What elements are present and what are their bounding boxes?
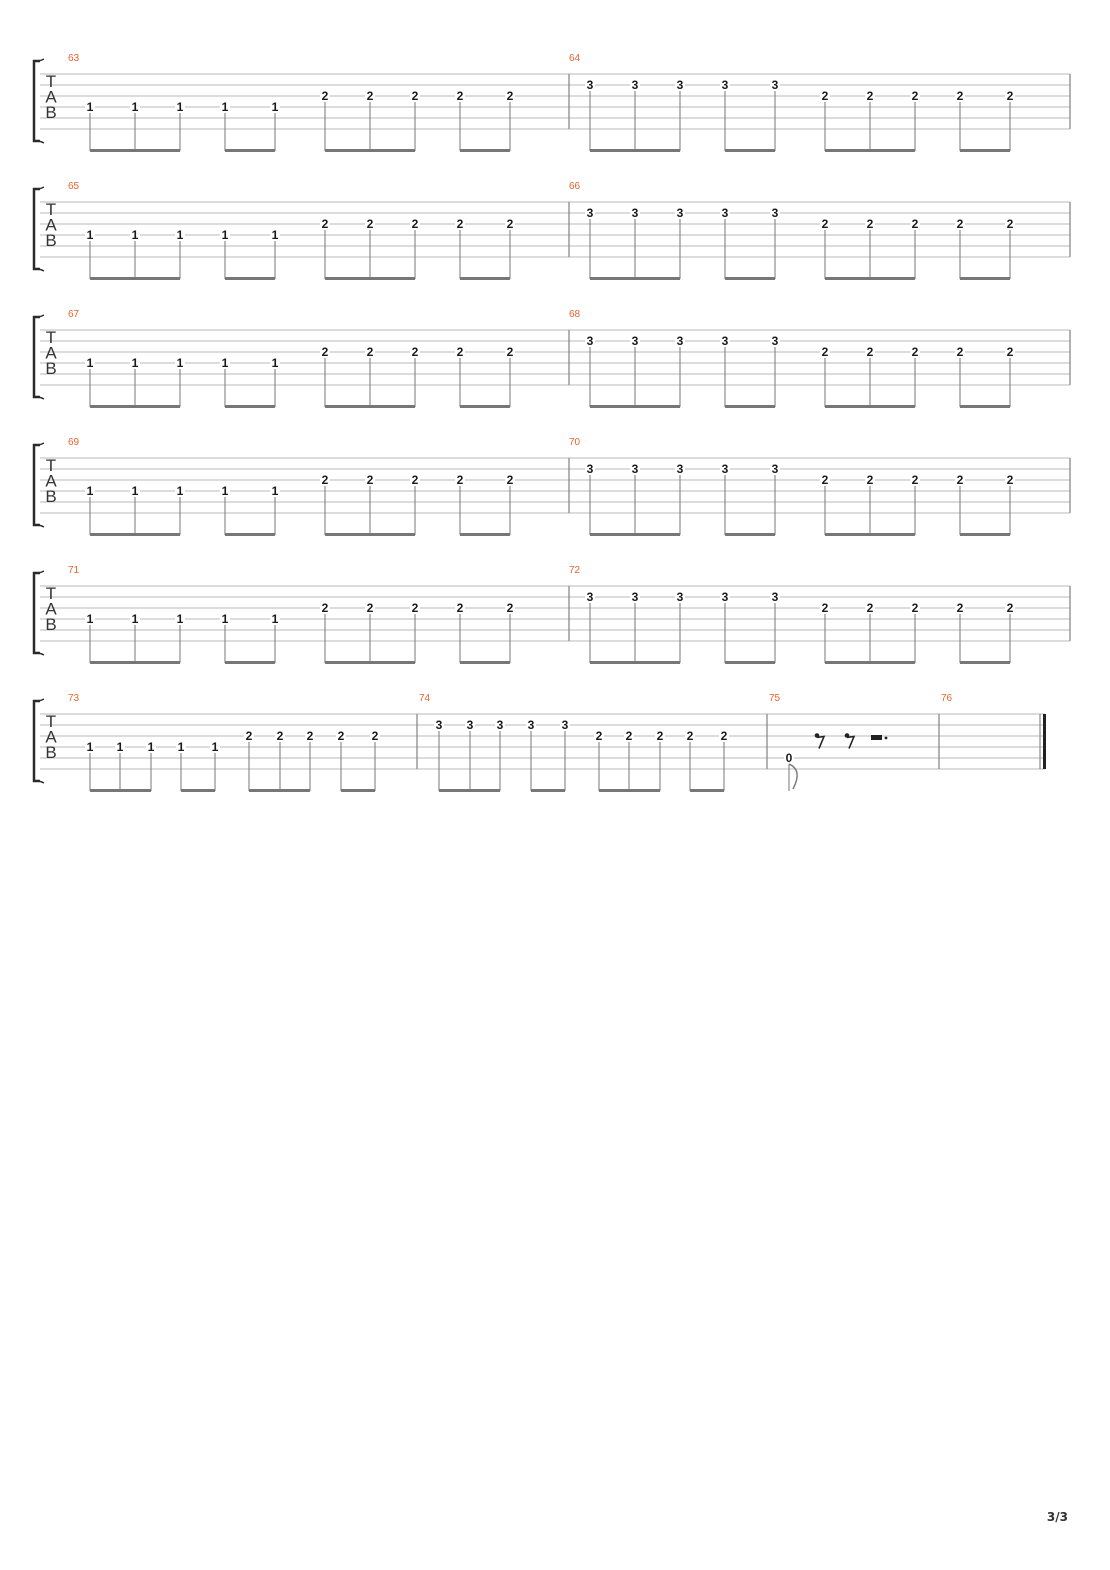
fret-number: 1 bbox=[131, 100, 139, 114]
tab-system bbox=[34, 53, 1070, 152]
fret-number: 2 bbox=[321, 89, 329, 103]
fret-number: 3 bbox=[631, 462, 639, 476]
beam bbox=[725, 661, 775, 664]
fret-number: 3 bbox=[676, 206, 684, 220]
fret-number: 3 bbox=[631, 206, 639, 220]
beam bbox=[225, 277, 275, 280]
fret-number: 1 bbox=[271, 228, 279, 242]
fret-number: 2 bbox=[911, 473, 919, 487]
fret-number: 3 bbox=[586, 590, 594, 604]
fret-number: 2 bbox=[821, 601, 829, 615]
tab-clef-letter: T bbox=[45, 456, 57, 475]
fret-number: 2 bbox=[366, 345, 374, 359]
fret-number: 2 bbox=[337, 729, 345, 743]
fret-number: 1 bbox=[211, 740, 219, 754]
measure-number: 71 bbox=[68, 565, 80, 576]
fret-number: 2 bbox=[911, 89, 919, 103]
beam bbox=[960, 277, 1010, 280]
tab-clef-letter: A bbox=[45, 215, 57, 235]
fret-number: 3 bbox=[586, 206, 594, 220]
fret-number: 3 bbox=[676, 334, 684, 348]
measure-number: 65 bbox=[68, 181, 80, 192]
beam bbox=[590, 661, 680, 664]
fret-number: 2 bbox=[306, 729, 314, 743]
tab-clef-letter: T bbox=[45, 584, 57, 603]
measure-number: 63 bbox=[68, 53, 80, 64]
beam bbox=[225, 405, 275, 408]
fret-number: 2 bbox=[956, 345, 964, 359]
fret-number: 3 bbox=[435, 718, 443, 732]
measure-number: 69 bbox=[68, 437, 80, 448]
beam bbox=[590, 533, 680, 536]
beam bbox=[725, 405, 775, 408]
measure-number: 73 bbox=[68, 693, 80, 704]
beam bbox=[460, 661, 510, 664]
fret-number: 2 bbox=[866, 473, 874, 487]
fret-number: 1 bbox=[131, 612, 139, 626]
fret-number: 3 bbox=[561, 718, 569, 732]
fret-number: 3 bbox=[771, 334, 779, 348]
fret-number: 1 bbox=[221, 356, 229, 370]
measure-number: 75 bbox=[769, 693, 781, 704]
fret-number: 2 bbox=[411, 473, 419, 487]
tab-clef-letter: A bbox=[45, 727, 57, 747]
rest-dot bbox=[885, 737, 888, 740]
fret-number: 2 bbox=[506, 473, 514, 487]
beam bbox=[225, 149, 275, 152]
tab-clef-letter: T bbox=[45, 72, 57, 91]
fret-number: 2 bbox=[1006, 89, 1014, 103]
beam bbox=[225, 661, 275, 664]
fret-number: 2 bbox=[506, 345, 514, 359]
beam bbox=[690, 789, 724, 792]
fret-number: 1 bbox=[176, 484, 184, 498]
fret-number: 2 bbox=[720, 729, 728, 743]
tab-clef-letter: T bbox=[45, 328, 57, 347]
tab-clef-letter: A bbox=[45, 87, 57, 107]
system-bracket bbox=[34, 61, 40, 141]
fret-number: 2 bbox=[506, 217, 514, 231]
fret-number: 3 bbox=[527, 718, 535, 732]
fret-number: 3 bbox=[721, 334, 729, 348]
fret-number: 3 bbox=[721, 462, 729, 476]
beam bbox=[90, 789, 151, 792]
tab-system bbox=[34, 181, 1070, 280]
fret-number: 2 bbox=[821, 345, 829, 359]
fret-number: 2 bbox=[321, 601, 329, 615]
fret-number: 3 bbox=[676, 462, 684, 476]
fret-number: 2 bbox=[911, 345, 919, 359]
fret-number: 2 bbox=[456, 345, 464, 359]
fret-number: 2 bbox=[1006, 345, 1014, 359]
fret-number: 3 bbox=[586, 78, 594, 92]
fret-number: 1 bbox=[116, 740, 124, 754]
fret-number: 1 bbox=[131, 228, 139, 242]
beam bbox=[460, 277, 510, 280]
fret-number: 3 bbox=[721, 78, 729, 92]
beam bbox=[90, 533, 180, 536]
beam bbox=[725, 149, 775, 152]
beam bbox=[325, 149, 415, 152]
fret-number: 2 bbox=[506, 89, 514, 103]
fret-number: 1 bbox=[86, 228, 94, 242]
beam bbox=[725, 533, 775, 536]
fret-number: 2 bbox=[276, 729, 284, 743]
fret-number: 2 bbox=[1006, 473, 1014, 487]
fret-number: 2 bbox=[506, 601, 514, 615]
half-rest bbox=[871, 735, 882, 740]
fret-number: 2 bbox=[956, 601, 964, 615]
measure-number: 76 bbox=[941, 693, 953, 704]
fret-number: 2 bbox=[456, 89, 464, 103]
beam bbox=[825, 149, 915, 152]
beam bbox=[825, 661, 915, 664]
beam bbox=[590, 405, 680, 408]
tab-clef-letter: A bbox=[45, 599, 57, 619]
beam bbox=[90, 277, 180, 280]
fret-number: 1 bbox=[221, 484, 229, 498]
tab-clef-letter: B bbox=[45, 231, 57, 250]
fret-number: 2 bbox=[411, 345, 419, 359]
beam bbox=[590, 149, 680, 152]
system-bracket bbox=[34, 445, 40, 525]
fret-number: 2 bbox=[456, 473, 464, 487]
fret-number: 2 bbox=[625, 729, 633, 743]
fret-number: 1 bbox=[271, 612, 279, 626]
fret-number: 2 bbox=[866, 89, 874, 103]
fret-number: 3 bbox=[771, 462, 779, 476]
beam bbox=[325, 277, 415, 280]
fret-number: 3 bbox=[586, 334, 594, 348]
fret-number: 2 bbox=[956, 473, 964, 487]
tab-clef-letter: T bbox=[45, 712, 57, 731]
fret-number: 3 bbox=[771, 206, 779, 220]
measure-number: 66 bbox=[569, 181, 581, 192]
beam bbox=[825, 277, 915, 280]
fret-number: 2 bbox=[371, 729, 379, 743]
fret-number: 2 bbox=[821, 217, 829, 231]
fret-number: 2 bbox=[956, 217, 964, 231]
beam bbox=[960, 661, 1010, 664]
system-bracket bbox=[34, 701, 40, 781]
fret-number: 1 bbox=[271, 484, 279, 498]
tab-system bbox=[34, 437, 1070, 536]
measure-number: 72 bbox=[569, 565, 581, 576]
fret-number: 2 bbox=[911, 217, 919, 231]
final-thick-barline bbox=[1043, 714, 1046, 769]
measure-number: 68 bbox=[569, 309, 581, 320]
beam bbox=[439, 789, 500, 792]
fret-number: 1 bbox=[221, 612, 229, 626]
fret-number: 2 bbox=[686, 729, 694, 743]
beam bbox=[599, 789, 660, 792]
system-bracket bbox=[34, 189, 40, 269]
fret-number: 2 bbox=[956, 89, 964, 103]
fret-number: 1 bbox=[176, 100, 184, 114]
beam bbox=[960, 533, 1010, 536]
tab-clef-letter: T bbox=[45, 200, 57, 219]
beam bbox=[90, 149, 180, 152]
fret-number: 2 bbox=[821, 89, 829, 103]
fret-number: 3 bbox=[631, 590, 639, 604]
fret-number: 3 bbox=[586, 462, 594, 476]
fret-number: 3 bbox=[676, 78, 684, 92]
system-bracket bbox=[34, 317, 40, 397]
tab-clef-letter: B bbox=[45, 743, 57, 762]
beam bbox=[825, 533, 915, 536]
page-number: 3/3 bbox=[1046, 1510, 1068, 1524]
fret-number: 2 bbox=[321, 345, 329, 359]
beam bbox=[531, 789, 565, 792]
tab-clef-letter: A bbox=[45, 343, 57, 363]
beam bbox=[725, 277, 775, 280]
fret-number: 1 bbox=[86, 740, 94, 754]
beam bbox=[960, 149, 1010, 152]
fret-number: 0 bbox=[785, 751, 793, 765]
fret-number: 2 bbox=[366, 89, 374, 103]
fret-number: 2 bbox=[456, 217, 464, 231]
beam bbox=[90, 661, 180, 664]
fret-number: 1 bbox=[131, 484, 139, 498]
fret-number: 1 bbox=[176, 228, 184, 242]
fret-number: 2 bbox=[456, 601, 464, 615]
fret-number: 3 bbox=[771, 78, 779, 92]
measure-number: 64 bbox=[569, 53, 581, 64]
tab-system bbox=[34, 693, 1046, 792]
fret-number: 2 bbox=[321, 217, 329, 231]
fret-number: 2 bbox=[366, 473, 374, 487]
fret-number: 2 bbox=[866, 345, 874, 359]
tab-system bbox=[34, 565, 1070, 664]
fret-number: 1 bbox=[176, 356, 184, 370]
fret-number: 1 bbox=[86, 356, 94, 370]
beam bbox=[249, 789, 310, 792]
beam bbox=[341, 789, 375, 792]
fret-number: 1 bbox=[86, 100, 94, 114]
fret-number: 2 bbox=[866, 217, 874, 231]
fret-number: 3 bbox=[721, 206, 729, 220]
fret-number: 3 bbox=[721, 590, 729, 604]
beam bbox=[460, 533, 510, 536]
beam bbox=[181, 789, 215, 792]
fret-number: 3 bbox=[676, 590, 684, 604]
fret-number: 2 bbox=[366, 217, 374, 231]
fret-number: 1 bbox=[147, 740, 155, 754]
fret-number: 2 bbox=[866, 601, 874, 615]
fret-number: 1 bbox=[176, 612, 184, 626]
beam bbox=[325, 405, 415, 408]
fret-number: 1 bbox=[271, 356, 279, 370]
beam bbox=[460, 405, 510, 408]
beam bbox=[825, 405, 915, 408]
fret-number: 3 bbox=[466, 718, 474, 732]
tab-clef-letter: B bbox=[45, 615, 57, 634]
beam bbox=[90, 405, 180, 408]
tab-clef-letter: B bbox=[45, 103, 57, 122]
tab-clef-letter: B bbox=[45, 487, 57, 506]
fret-number: 2 bbox=[595, 729, 603, 743]
tab-clef-letter: A bbox=[45, 471, 57, 491]
fret-number: 2 bbox=[821, 473, 829, 487]
system-bracket bbox=[34, 573, 40, 653]
fret-number: 2 bbox=[1006, 217, 1014, 231]
fret-number: 1 bbox=[177, 740, 185, 754]
fret-number: 2 bbox=[245, 729, 253, 743]
fret-number: 1 bbox=[221, 228, 229, 242]
fret-number: 1 bbox=[271, 100, 279, 114]
fret-number: 2 bbox=[411, 601, 419, 615]
measure-number: 70 bbox=[569, 437, 581, 448]
fret-number: 1 bbox=[221, 100, 229, 114]
measure-number: 67 bbox=[68, 309, 80, 320]
fret-number: 3 bbox=[496, 718, 504, 732]
fret-number: 3 bbox=[771, 590, 779, 604]
beam bbox=[325, 533, 415, 536]
beam bbox=[225, 533, 275, 536]
fret-number: 1 bbox=[86, 484, 94, 498]
tab-clef-letter: B bbox=[45, 359, 57, 378]
fret-number: 2 bbox=[656, 729, 664, 743]
tab-system bbox=[34, 309, 1070, 408]
beam bbox=[590, 277, 680, 280]
fret-number: 2 bbox=[911, 601, 919, 615]
fret-number: 2 bbox=[411, 217, 419, 231]
beam bbox=[460, 149, 510, 152]
fret-number: 1 bbox=[131, 356, 139, 370]
eighth-flag bbox=[789, 764, 797, 789]
fret-number: 2 bbox=[1006, 601, 1014, 615]
beam bbox=[960, 405, 1010, 408]
measure-number: 74 bbox=[419, 693, 431, 704]
beam bbox=[325, 661, 415, 664]
fret-number: 2 bbox=[411, 89, 419, 103]
fret-number: 2 bbox=[321, 473, 329, 487]
fret-number: 1 bbox=[86, 612, 94, 626]
fret-number: 2 bbox=[366, 601, 374, 615]
fret-number: 3 bbox=[631, 334, 639, 348]
fret-number: 3 bbox=[631, 78, 639, 92]
